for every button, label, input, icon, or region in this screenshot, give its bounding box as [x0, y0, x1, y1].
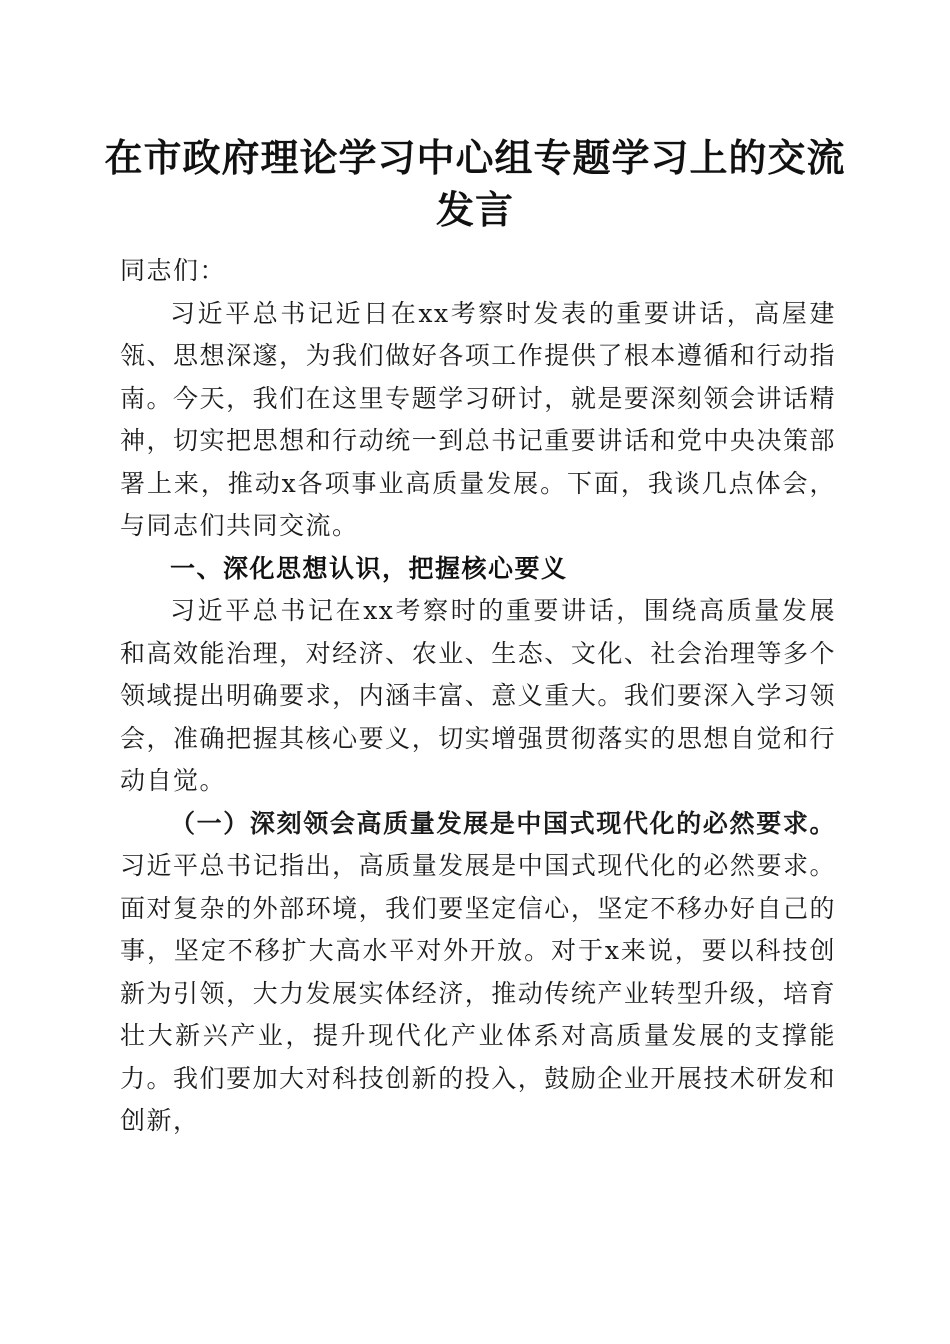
section-heading-1: 一、深化思想认识，把握核心要义 — [170, 553, 568, 583]
document-title: 在市政府理论学习中心组专题学习上的交流发言 — [104, 135, 846, 232]
subsection1-lead: （一）深刻领会高质量发展是中国式现代化的必然要求。 — [170, 808, 836, 838]
intro-paragraph: 习近平总书记近日在xx考察时发表的重要讲话，高屋建瓴、思想深邃，为我们做好各项工作提供了根本遵循和行动指南。今天，我们在这里专题学习研讨，就是要深刻领会讲话精神，切实把思想和行动统一到总书记重要讲话和党中央决策部署上来，推动x各项事业高质量发展。下面，我谈几点体会，与同志们共同交流。 — [120, 298, 836, 540]
section1-paragraph: 习近平总书记在xx考察时的重要讲话，围绕高质量发展和高效能治理，对经济、农业、生态、文化、社会治理等多个领域提出明确要求，内涵丰富、意义重大。我们要深入学习领会，准确把握其核心要义，切实增强贯彻落实的思想自觉和行动自觉。 — [120, 596, 836, 795]
subsection1-body: 习近平总书记指出，高质量发展是中国式现代化的必然要求。面对复杂的外部环境，我们要坚定信心，坚定不移办好自己的事，坚定不移扩大高水平对外开放。对于x来说，要以科技创新为引领，大力发展实体经济，推动传统产业转型升级，培育壮大新兴产业，提升现代化产业体系对高质量发展的支撑能力。我们要加大对科技创新的投入，鼓励企业开展技术研发和创新， — [120, 851, 836, 1135]
salutation: 同志们： — [120, 256, 227, 285]
subsection1-paragraph — [120, 803, 836, 1143]
document-body — [120, 250, 836, 1143]
